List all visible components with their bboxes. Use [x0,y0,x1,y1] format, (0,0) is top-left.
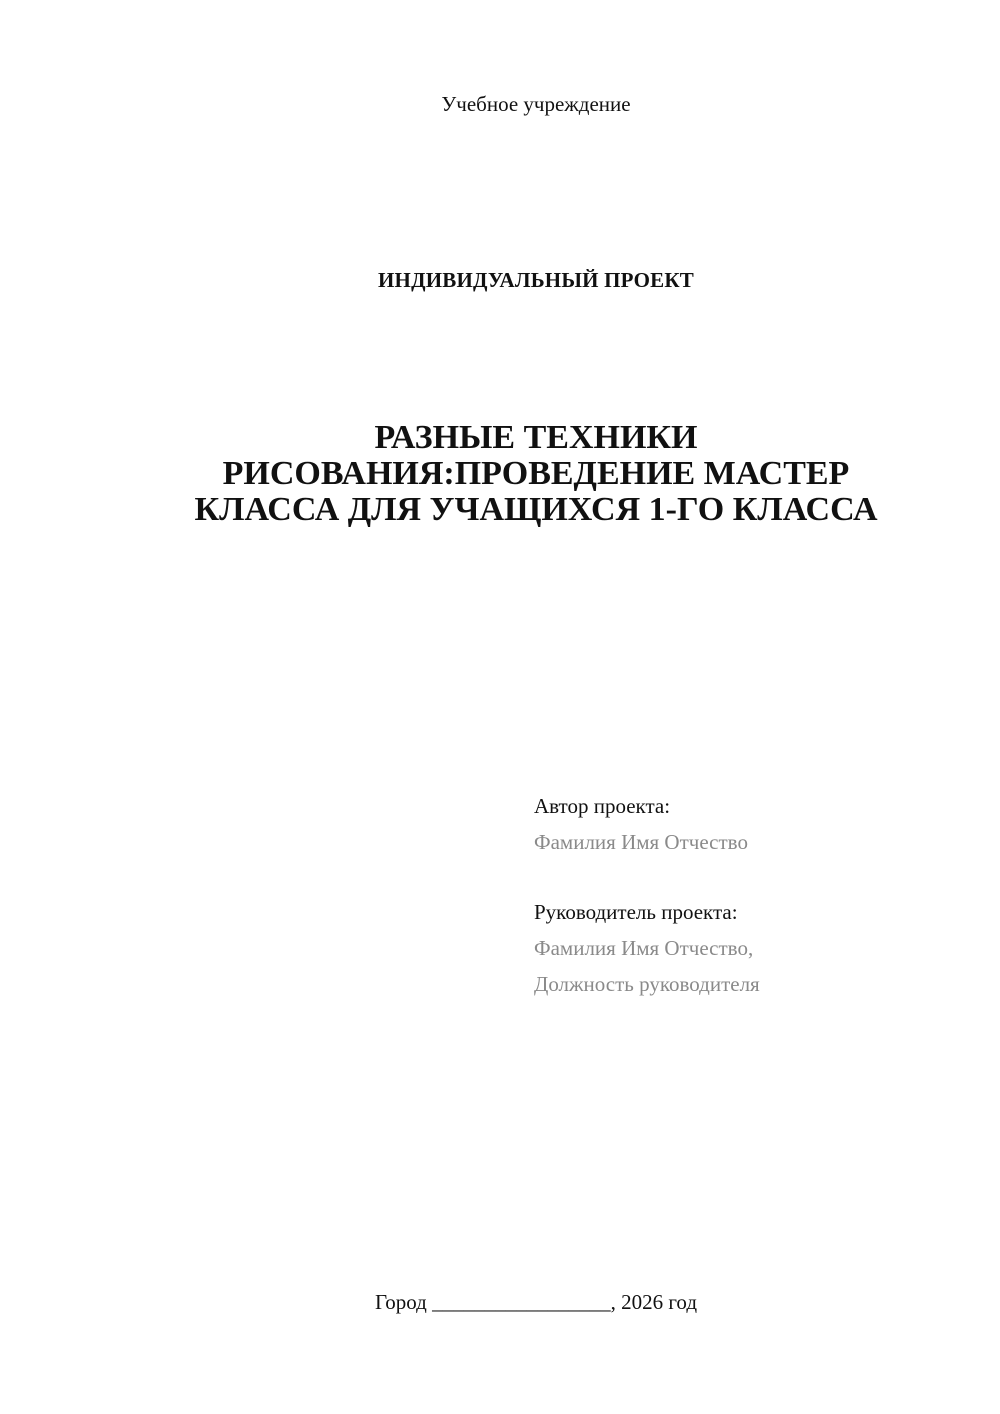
project-type-heading: ИНДИВИДУАЛЬНЫЙ ПРОЕКТ [378,268,694,292]
supervisor-label: Руководитель проекта: [534,900,738,924]
supervisor-name: Фамилия Имя Отчество, [534,936,754,960]
author-block [534,788,974,860]
supervisor-position: Должность руководителя [534,972,760,996]
city-year-line: Город _________________, 2026 год [374,1290,698,1314]
author-label: Автор проекта: [534,794,671,818]
project-title [130,420,942,528]
project-title-line: РАЗНЫЕ ТЕХНИКИ [374,419,698,456]
supervisor-block [534,894,974,1002]
institution-name: Учебное учреждение [441,92,631,116]
author-name: Фамилия Имя Отчество [534,830,748,854]
project-title-line: КЛАССА ДЛЯ УЧАЩИХСЯ 1-ГО КЛАССА [194,491,878,528]
project-title-line: РИСОВАНИЯ:ПРОВЕДЕНИЕ МАСТЕР [222,455,850,492]
